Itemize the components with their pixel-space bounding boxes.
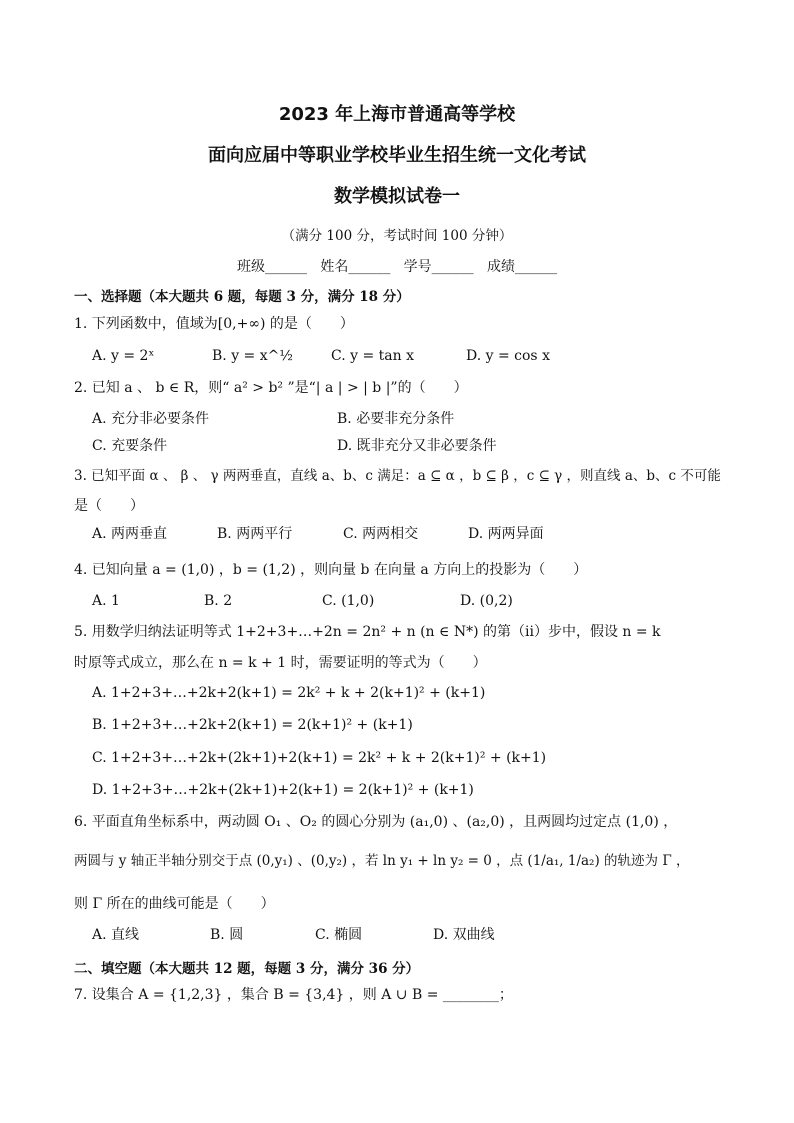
question-6-option-a: A. 直线 [92,927,140,943]
question-3-option-c: C. 两两相交 [343,526,419,542]
question-6-stem-line1: 6. 平面直角坐标系中，两动圆 O₁ 、O₂ 的圆心分别为 (a₁,0) 、(a₂,0) ，且两圆均过定点 (1,0) ， [74,814,678,830]
question-4-option-a: A. 1 [92,593,120,609]
question-1-stem: 1. 下列函数中，值域为[0,+∞) 的是（ ） [74,316,354,332]
question-2-stem: 2. 已知 a 、 b ∈ R，则“ a² > b² ”是“| a | > | b |”的（ ） [74,380,468,396]
question-5-stem-line2: 时原等式成立，那么在 n = k + 1 时，需要证明的等式为（ ） [74,655,487,671]
section-heading-choice: 一、选择题（本大题共 6 题，每题 3 分，满分 18 分） [74,289,410,305]
exam-title-subject: 数学模拟试卷一 [334,186,460,207]
section-heading-fill: 二、填空题（本大题共 12 题，每题 3 分，满分 36 分） [74,961,420,977]
question-5-option-d: D. 1+2+3+…+2k+(2k+1)+2(k+1) = 2(k+1)² + (k+1) [92,782,474,798]
question-6-stem-line3: 则 Γ 所在的曲线可能是（ ） [74,896,275,912]
exam-title-year: 2023 年上海市普通高等学校 [278,104,516,125]
question-3-option-d: D. 两两异面 [468,526,544,542]
student-info-fields: 班级______ 姓名______ 学号______ 成绩______ [236,259,558,275]
question-6-option-d: D. 双曲线 [433,927,495,943]
question-1-option-b: B. y = x^½ [212,348,293,364]
question-4-option-d: D. (0,2) [460,593,513,609]
question-5-option-c: C. 1+2+3+…+2k+(2k+1)+2(k+1) = 2k² + k + 2(k+1)² + (k+1) [92,750,547,766]
question-6-option-b: B. 圆 [210,927,244,943]
question-4-stem: 4. 已知向量 a = (1,0) ，b = (1,2) ，则向量 b 在向量 a 方向上的投影为（ ） [74,562,588,578]
question-6-stem-line2: 两圆与 y 轴正半轴分别交于点 (0,y₁) 、(0,y₂) ，若 ln y₁ + ln y₂ = 0 ，点 (1/a₁, 1/a₂) 的轨迹为 Γ ， [74,853,690,869]
exam-meta: （满分 100 分，考试时间 100 分钟） [281,228,513,244]
exam-title-main: 面向应届中等职业学校毕业生招生统一文化考试 [208,145,586,166]
question-6-option-c: C. 椭圆 [315,927,363,943]
question-7-stem: 7. 设集合 A = {1,2,3} ，集合 B = {3,4} ，则 A ∪ B = ________； [74,987,513,1003]
question-2-option-a: A. 充分非必要条件 [92,411,210,427]
question-4-option-b: B. 2 [204,593,233,609]
question-4-option-c: C. (1,0) [322,593,375,609]
question-1-option-c: C. y = tan x [331,348,414,364]
question-2-option-b: B. 必要非充分条件 [337,411,455,427]
question-1-option-d: D. y = cos x [466,348,550,364]
question-3-stem-line1: 3. 已知平面 α 、 β 、 γ 两两垂直，直线 a、b、c 满足：a ⊆ α ，b ⊆ β ，c ⊆ γ ，则直线 a、b、c 不可能 [74,468,721,484]
question-5-option-b: B. 1+2+3+…+2k+2(k+1) = 2(k+1)² + (k+1) [92,717,413,733]
question-5-stem-line1: 5. 用数学归纳法证明等式 1+2+3+…+2n = 2n² + n (n ∈ N*) 的第（ii）步中，假设 n = k [74,624,661,640]
question-2-option-d: D. 既非充分又非必要条件 [337,438,497,454]
question-3-stem-line2: 是（ ） [74,498,144,514]
question-3-option-a: A. 两两垂直 [92,526,168,542]
question-2-option-c: C. 充要条件 [92,438,168,454]
question-1-option-a: A. y = 2ˣ [92,348,155,364]
question-3-option-b: B. 两两平行 [217,526,293,542]
question-5-option-a: A. 1+2+3+…+2k+2(k+1) = 2k² + k + 2(k+1)² + (k+1) [92,685,486,701]
